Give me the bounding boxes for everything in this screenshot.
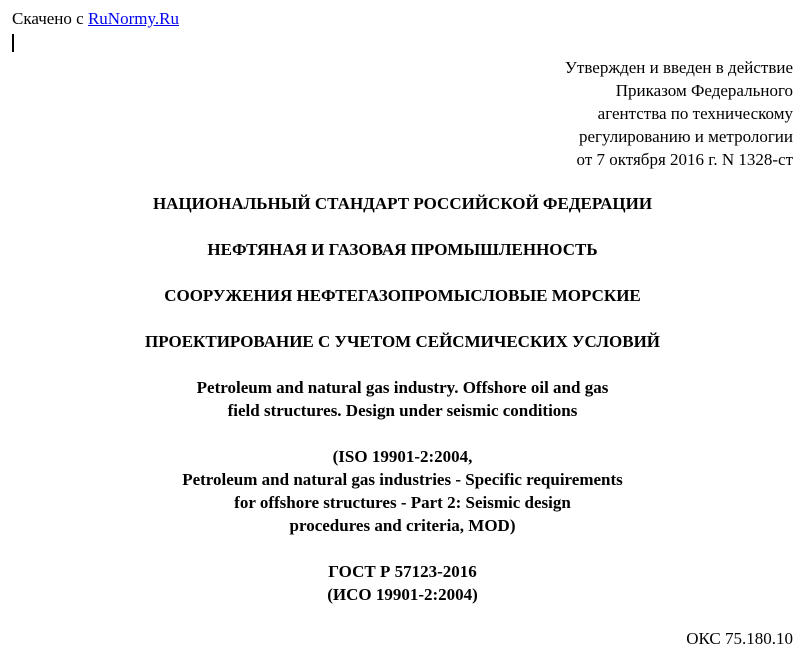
designation-block (0, 560, 799, 606)
national-standard-title: НАЦИОНАЛЬНЫЙ СТАНДАРТ РОССИЙСКОЙ ФЕДЕРАЦИИ (152, 194, 653, 213)
iso-designation: (ИСО 19901-2:2004) (327, 585, 478, 604)
runormy-link[interactable]: RuNormy.Ru (87, 9, 179, 28)
design-title: ПРОЕКТИРОВАНИЕ С УЧЕТОМ СЕЙСМИЧЕСКИХ УСЛОВИЙ (144, 332, 661, 351)
iso-reference-line: (ISO 19901-2:2004, (332, 447, 473, 466)
gost-designation: ГОСТ Р 57123-2016 (328, 562, 477, 581)
iso-reference-line: Petroleum and natural gas industries - Specific requirements (182, 470, 623, 489)
approval-line: регулированию и метрологии (578, 127, 793, 146)
approval-line: Утвержден и введен в действие (564, 58, 793, 77)
approval-line: от 7 октября 2016 г. N 1328-ст (576, 150, 793, 169)
iso-reference-block (0, 445, 799, 537)
oks-code: ОКС 75.180.10 (686, 629, 793, 648)
download-prefix: Скачено с (12, 9, 84, 28)
text-cursor (12, 34, 14, 52)
structures-title: СООРУЖЕНИЯ НЕФТЕГАЗОПРОМЫСЛОВЫЕ МОРСКИЕ (164, 286, 641, 305)
download-source-line (12, 9, 179, 29)
approval-block (373, 56, 793, 171)
english-title-line: field structures. Design under seismic conditions (227, 401, 578, 420)
industry-title: НЕФТЯНАЯ И ГАЗОВАЯ ПРОМЫШЛЕННОСТЬ (207, 240, 598, 259)
english-title-block (0, 376, 799, 422)
iso-reference-line: for offshore structures - Part 2: Seismic design (234, 493, 571, 512)
approval-line: агентства по техническому (597, 104, 793, 123)
approval-line: Приказом Федерального (615, 81, 793, 100)
english-title-line: Petroleum and natural gas industry. Offshore oil and gas (196, 378, 609, 397)
iso-reference-line: procedures and criteria, MOD) (289, 516, 516, 535)
